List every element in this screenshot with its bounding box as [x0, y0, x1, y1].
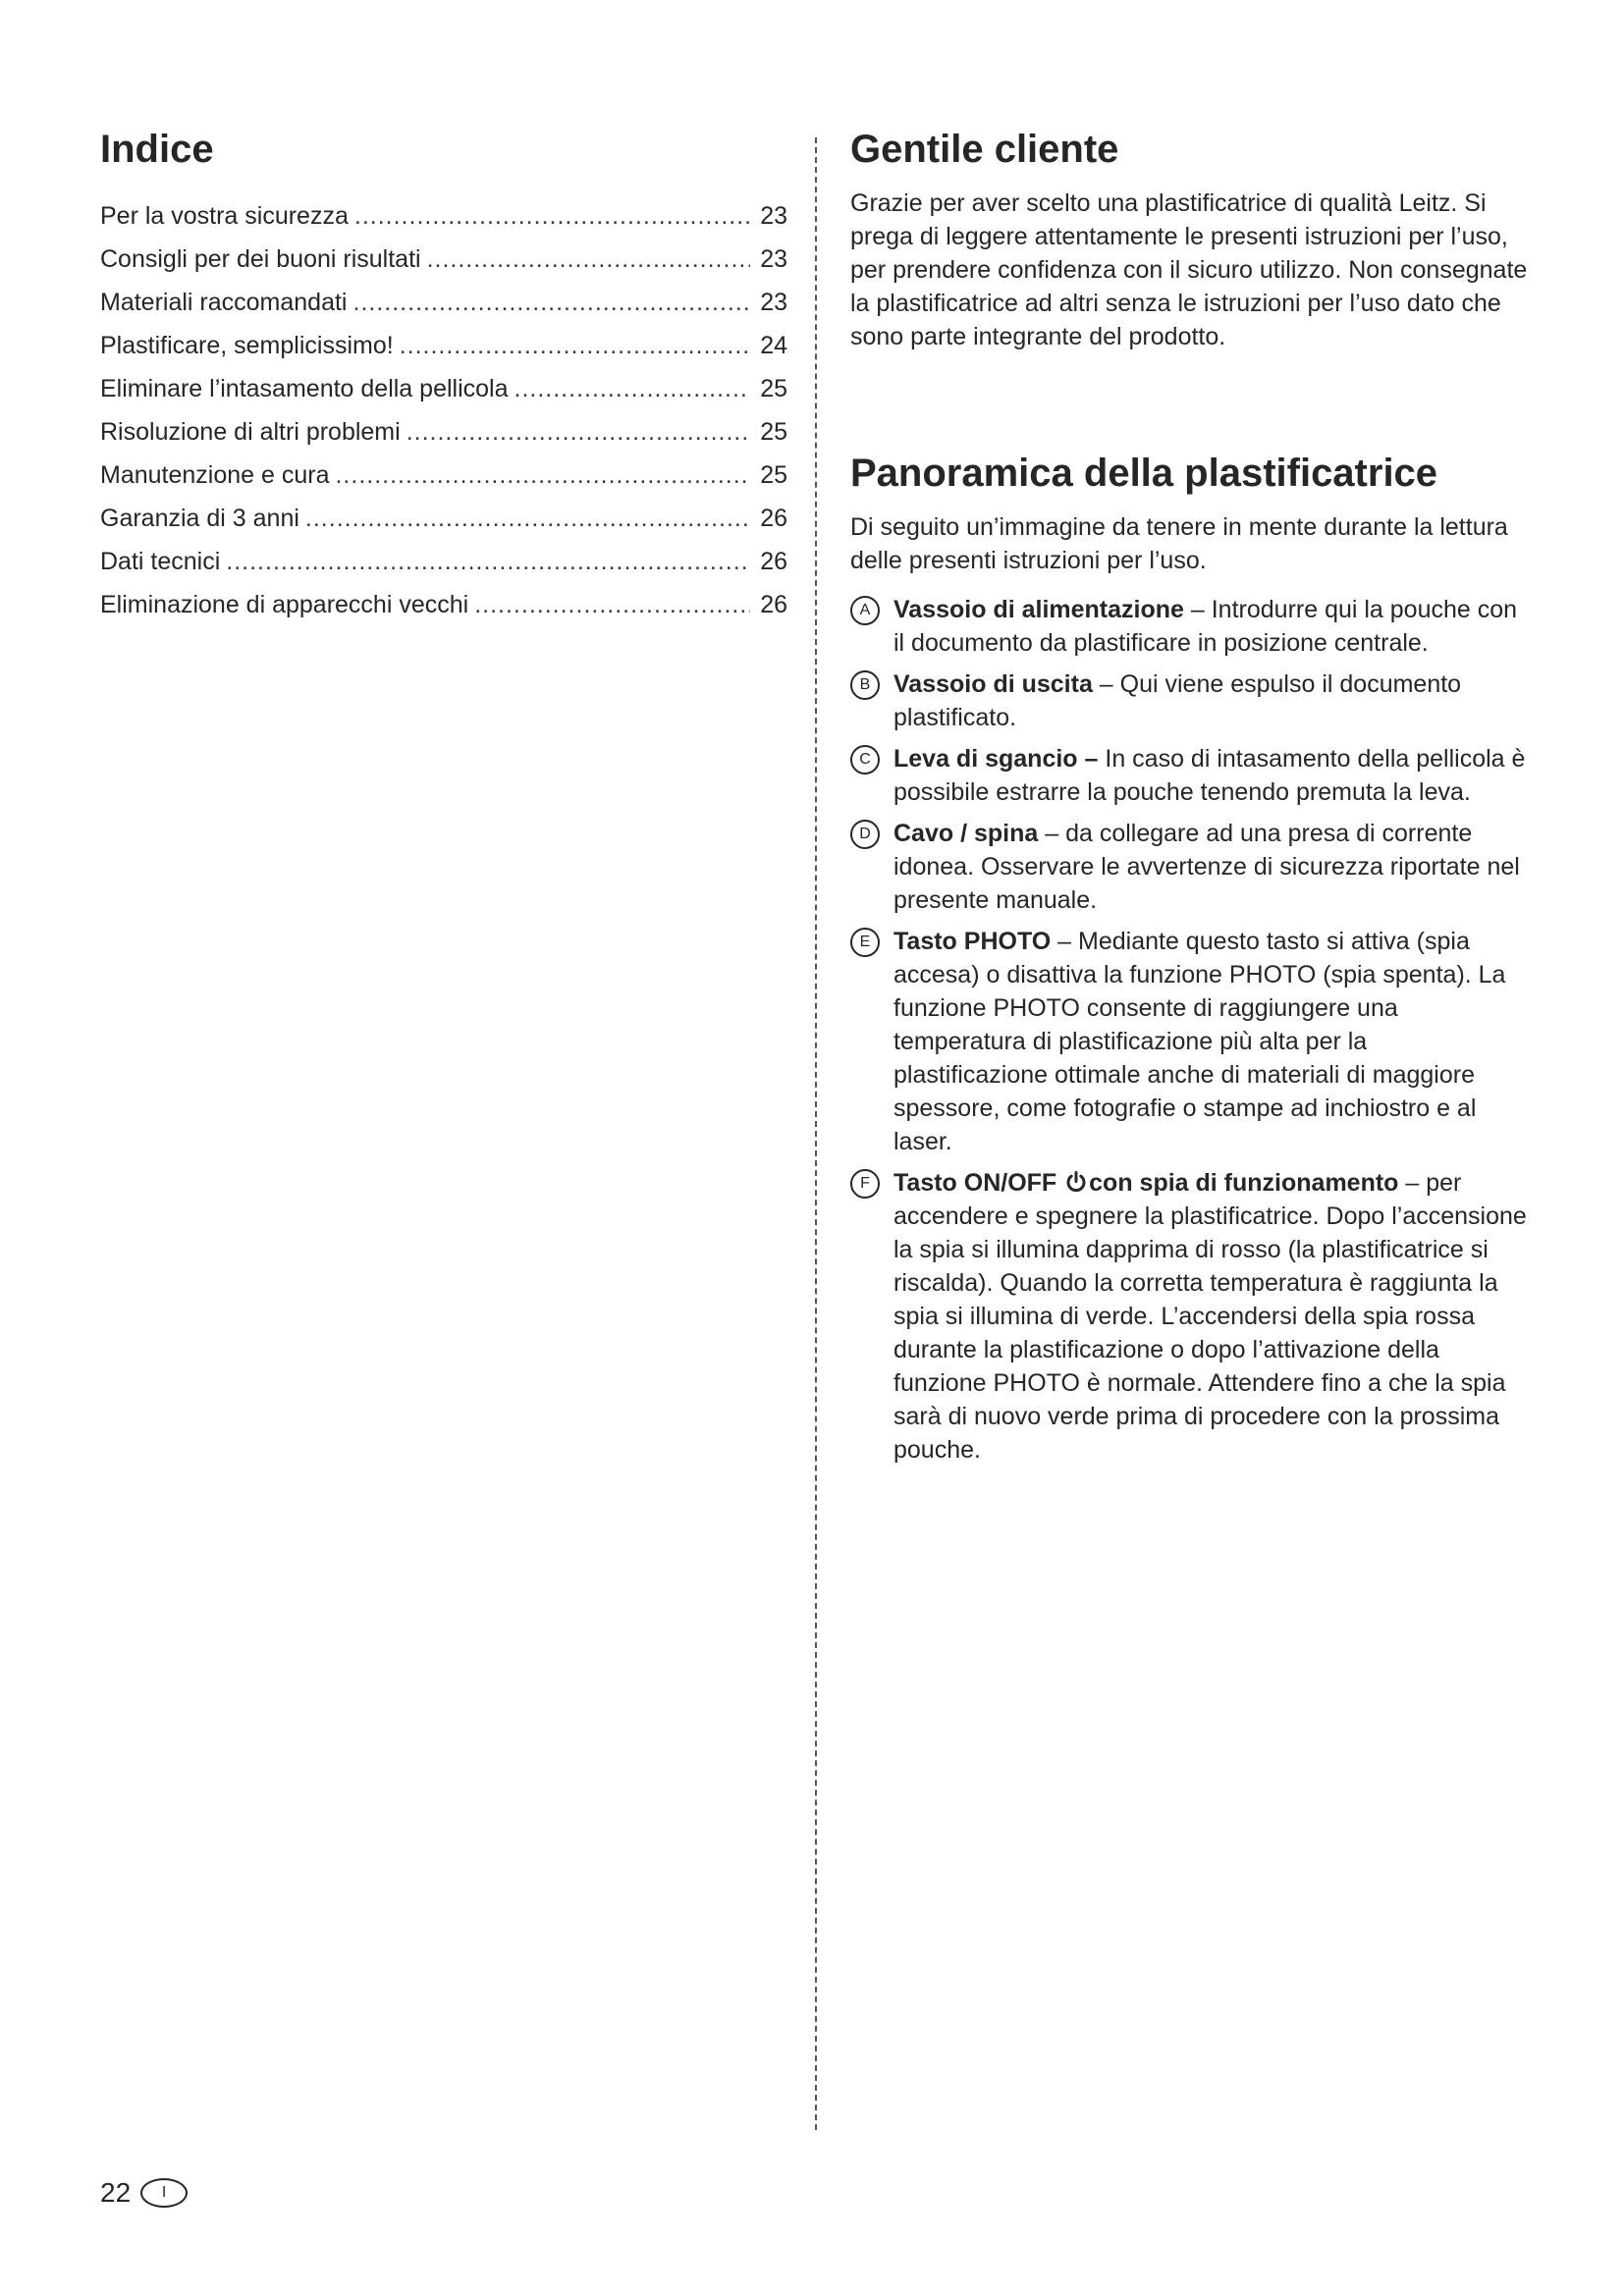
item-name: Vassoio di alimentazione: [893, 596, 1184, 623]
toc-entry-page: 23: [760, 245, 787, 273]
toc-entry-page: 24: [760, 332, 787, 359]
toc-leader-dots: [354, 202, 750, 231]
toc-leader-dots: [514, 375, 751, 403]
component-list: [850, 593, 1528, 1467]
toc-entry-title: Plastificare, semplicissimo!: [100, 332, 394, 359]
component-item: [850, 667, 1528, 734]
toc-leader-dots: [427, 245, 750, 274]
item-body: [893, 742, 1528, 809]
index-title: Indice: [100, 128, 214, 171]
component-item: [850, 817, 1528, 917]
item-name: Tasto PHOTO: [893, 928, 1052, 955]
item-letter-badge: F: [850, 1169, 880, 1199]
toc-entry-page: 26: [760, 548, 787, 575]
greeting-section: [850, 126, 1528, 353]
toc-entry-title: Materiali raccomandati: [100, 289, 348, 316]
item-separator: –: [1092, 670, 1120, 698]
content-column: [850, 126, 1528, 1464]
item-letter-badge: A: [850, 596, 880, 625]
toc-entry[interactable]: [100, 332, 787, 375]
toc-entry-title: Per la vostra sicurezza: [100, 202, 349, 230]
toc-entry-title: Manutenzione e cura: [100, 461, 330, 489]
item-body: [893, 925, 1528, 1158]
item-name: Leva di sgancio –: [893, 745, 1099, 773]
toc-entry[interactable]: [100, 375, 787, 418]
table-of-contents: [100, 202, 787, 634]
overview-title: Panoramica della plastificatrice: [850, 452, 1438, 495]
toc-entry-title: Eliminare l’intasamento della pellicola: [100, 375, 509, 402]
toc-entry-page: 26: [760, 505, 787, 532]
item-body: [893, 667, 1528, 734]
item-separator: –: [1051, 928, 1079, 955]
toc-leader-dots: [305, 505, 750, 533]
item-letter-badge: B: [850, 670, 880, 700]
toc-entry[interactable]: [100, 505, 787, 548]
page-number: 22: [100, 2177, 132, 2208]
greeting-text: Grazie per aver scelto una plastificatrice di qualità Leitz. Si prega di leggere attentamente le presenti istruzioni per l’uso, per prendere confidenza con il sicuro utilizzo. Non consegnate la plastificatrice ad altri senza le istruzioni per l’uso dato che sono parte integrante del prodotto.: [850, 189, 1528, 350]
overview-section: [850, 450, 1528, 1474]
language-badge: I: [140, 2178, 188, 2208]
toc-leader-dots: [474, 591, 750, 619]
item-name: Cavo / spina: [893, 820, 1039, 847]
item-description: da collegare ad una presa di corrente idonea. Osservare le avvertenze di sicurezza riportate nel presente manuale.: [893, 820, 1520, 914]
toc-entry[interactable]: [100, 418, 787, 461]
column-divider: [815, 137, 817, 2130]
toc-entry-page: 23: [760, 289, 787, 316]
item-description: Introdurre qui la pouche con il documento da plastificare in posizione centrale.: [893, 596, 1518, 657]
toc-entry-title: Eliminazione di apparecchi vecchi: [100, 591, 469, 618]
component-item: [850, 925, 1528, 1158]
item-name-suffix: con spia di funzionamento: [1089, 1169, 1399, 1197]
item-description: Qui viene espulso il documento plastificato.: [893, 670, 1462, 731]
item-separator: –: [1398, 1169, 1427, 1197]
toc-leader-dots: [353, 289, 751, 317]
toc-entry[interactable]: [100, 202, 787, 245]
item-name: Tasto ON/OFF: [893, 1169, 1057, 1197]
toc-entry[interactable]: [100, 591, 787, 634]
component-item: [850, 742, 1528, 809]
item-name: Vassoio di uscita: [893, 670, 1093, 698]
item-letter-badge: C: [850, 745, 880, 774]
toc-leader-dots: [406, 418, 750, 447]
toc-entry-title: Dati tecnici: [100, 548, 221, 575]
item-description: In caso di intasamento della pellicola è possibile estrarre la pouche tenendo premuta la leva.: [893, 745, 1526, 806]
toc-entry-page: 25: [760, 375, 787, 402]
toc-leader-dots: [335, 461, 750, 490]
item-separator: –: [1038, 820, 1066, 847]
item-separator: –: [1183, 596, 1212, 623]
power-icon: [1064, 1170, 1088, 1194]
toc-leader-dots: [400, 332, 750, 360]
component-item: [850, 1166, 1528, 1467]
toc-entry-page: 23: [760, 202, 787, 230]
toc-leader-dots: [226, 548, 750, 576]
toc-entry-title: Consigli per dei buoni risultati: [100, 245, 421, 273]
item-body: [893, 593, 1528, 660]
index-section: [100, 126, 787, 618]
toc-entry-title: Garanzia di 3 anni: [100, 505, 299, 532]
toc-entry[interactable]: [100, 289, 787, 332]
item-description: Mediante questo tasto si attiva (spia accesa) o disattiva la funzione PHOTO (spia spenta). La funzione PHOTO consente di raggiungere una temperatura di plastificazione più alta per la plastificazione ottimale anche di materiali di maggiore spessore, come fotografie o stampe ad inchiostro e al laser.: [893, 928, 1506, 1155]
item-description: per accendere e spegnere la plastificatrice. Dopo l’accensione la spia si illumina dapprima di rosso (la plastificatrice si riscalda). Quando la corretta temperatura è raggiunta la spia si illumina di verde. L’accendersi della spia rossa durante la plastificazione o dopo l’attivazione della funzione PHOTO è normale. Attendere fino a che la spia sarà di nuovo verde prima di procedere con la prossima pouche.: [893, 1169, 1527, 1464]
item-letter-badge: E: [850, 928, 880, 957]
toc-entry-page: 25: [760, 418, 787, 446]
page-footer: [100, 2177, 188, 2209]
toc-entry[interactable]: [100, 461, 787, 505]
toc-entry[interactable]: [100, 245, 787, 289]
toc-entry-page: 26: [760, 591, 787, 618]
toc-entry-page: 25: [760, 461, 787, 489]
toc-entry-title: Risoluzione di altri problemi: [100, 418, 401, 446]
greeting-title: Gentile cliente: [850, 128, 1119, 171]
component-item: [850, 593, 1528, 660]
toc-entry[interactable]: [100, 548, 787, 591]
item-letter-badge: D: [850, 820, 880, 849]
item-body: [893, 1166, 1528, 1467]
overview-intro: Di seguito un’immagine da tenere in mente durante la lettura delle presenti istruzioni per l’uso.: [850, 513, 1508, 574]
item-body: [893, 817, 1528, 917]
